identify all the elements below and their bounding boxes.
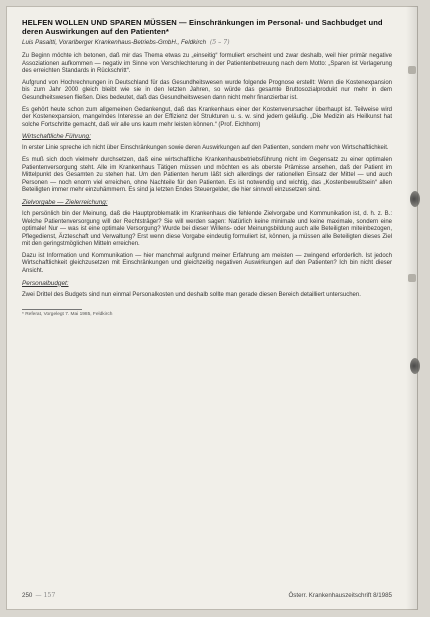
section-heading: Personalbudget:	[22, 279, 69, 287]
page-footer	[22, 592, 402, 602]
footnote-divider	[22, 309, 82, 310]
page-number: 250	[22, 592, 33, 599]
paragraph: In erster Linie spreche ich nicht über Einschränkungen sowie deren Auswirkungen auf den Patienten, sondern mehr von Wirtschaftlichkeit.	[22, 145, 389, 152]
handwritten-annotation: (5 – 7)	[209, 39, 230, 46]
author-name: Luis Pasaitti, Vorarlberger Krankenhaus-Betriebs-GmbH., Feldkirch	[22, 39, 207, 46]
article-title: HELFEN WOLLEN UND SPAREN MÜSSEN — Einschränkungen im Personal- und Sachbudget und deren Auswirkungen auf den Patienten*	[22, 18, 383, 36]
section-heading: Zielvorgabe — Zielerreichung:	[22, 198, 108, 206]
paragraph: Es gehört heute schon zum allgemeinen Gedankengut, daß das Krankenhaus einer der Kostenverursacher überhaupt ist. Teilweise wird der Kostenexpansion, mangelndes Interesse an der Effizienz der Strukturen u. s. w. sind jedem geläufig. „Die Medizin als Heilkunst hat solche Fortschritte gemacht, daß wir alle uns kaum mehr leisten können.“ (Prof. Eichhorn)	[22, 106, 392, 128]
scan-mark	[408, 274, 416, 282]
article-author	[22, 39, 392, 47]
paragraph: Zwei Drittel des Budgets sind nun einmal Personalkosten und deshalb sollte man gerade diesen Bereich detailliert untersuchen.	[22, 291, 361, 298]
paragraph: Es muß sich doch vielmehr durchsetzen, daß eine wirtschaftliche Krankenhausbetriebsführung nicht im Gegensatz zu einer optimalen Patientenversorgung steht. Alle im Krankenhaus Tätigen müssen und möchten es als oberste Prämisse ansehen, daß der Patient im Mittelpunkt des Gesamten zu stehen hat. Um den Patienten herum läßt sich allerdings der rationellen Einsatz der Mittel — und auch Personen — noch enorm viel erreichen, ohne Nachteile für den Patienten. Es ist notwendig und wichtig, das „Kostenbewußtsein“ allen Beteiligten immer mehr einzuhämmern. Es sind ja letzten Endes Steuergelder, die hier sinnvoll einzusetzen sind.	[22, 156, 392, 194]
footnote: * Referat, Vorgelegt 7. Mai 1985, Feldkirch	[22, 312, 113, 318]
document-page	[6, 6, 418, 610]
scan-mark	[408, 66, 416, 74]
page-number-group	[22, 592, 55, 599]
article-body	[22, 18, 392, 318]
paragraph: Aufgrund von Hochrechnungen in Deutschland für das Gesundheitswesen wurde folgende Prognose erstellt: Wenn die Kostenexpansion bis zum Jahr 2000 gleich bleibt wie sie in den letzten Jahren, so würde das gesamte Bruttosozialprodukt nur mehr in dem Gesundheitswesen fließen. Dies bedeutet, daß das Gesundheitswesen dann nicht mehr finanzierbar ist.	[22, 79, 392, 101]
paragraph: Zu Beginn möchte ich betonen, daß mir das Thema etwas zu „einseitig“ formuliert erscheint und zwar deshalb, weil hier primär negative Assoziationen aufkommen — negativ im Sinne von Verschlechterung in der Patientenbetreuung nach dem Motto: „Sparen ist Verlagerung des erreichten Standards in Rückschritt“.	[22, 53, 392, 75]
punch-hole	[410, 191, 420, 207]
section-heading: Wirtschaftliche Führung:	[22, 133, 91, 141]
punch-hole	[410, 358, 420, 374]
handwritten-page-annotation: — 157	[35, 592, 56, 599]
paragraph: Ich persönlich bin der Meinung, daß die Hauptproblematik im Krankenhaus die fehlende Zielvorgabe und Kommunikation ist, d. h. z. B.: Welche Patientenversorgung will der Rechtsträger? Sie will werden sagen: Natürlich keine minimale und keine maximale, sondern eine optimale! Nur — was ist eine optimale Versorgung? Wurde bei dieser Willens- oder Meinungsbildung auch alle Beteiligten miteinbezogen, Pflegedienst, Ärzteschaft und Verwaltung? Erst wenn diese Vorgabe eindeutig formuliert ist, können, ja müssen alle Beteiligten dieses Ziel mit den geringstmöglichen Mitteln erreichen.	[22, 210, 392, 248]
page-edge-shadow	[406, 6, 418, 610]
journal-citation: Österr. Krankenhauszeitschrift 8/1985	[288, 592, 392, 599]
paragraph: Dazu ist Information und Kommunikation — hier manchmal aufgrund meiner Erfahrung am meisten — zwingend erforderlich. Ist jedoch Wirtschaftlichkeit gleichzusetzen mit Einschränkungen und gleichzeitig negativen Auswirkungen auf den Patienten? Ich bin nicht dieser Ansicht.	[22, 252, 392, 275]
